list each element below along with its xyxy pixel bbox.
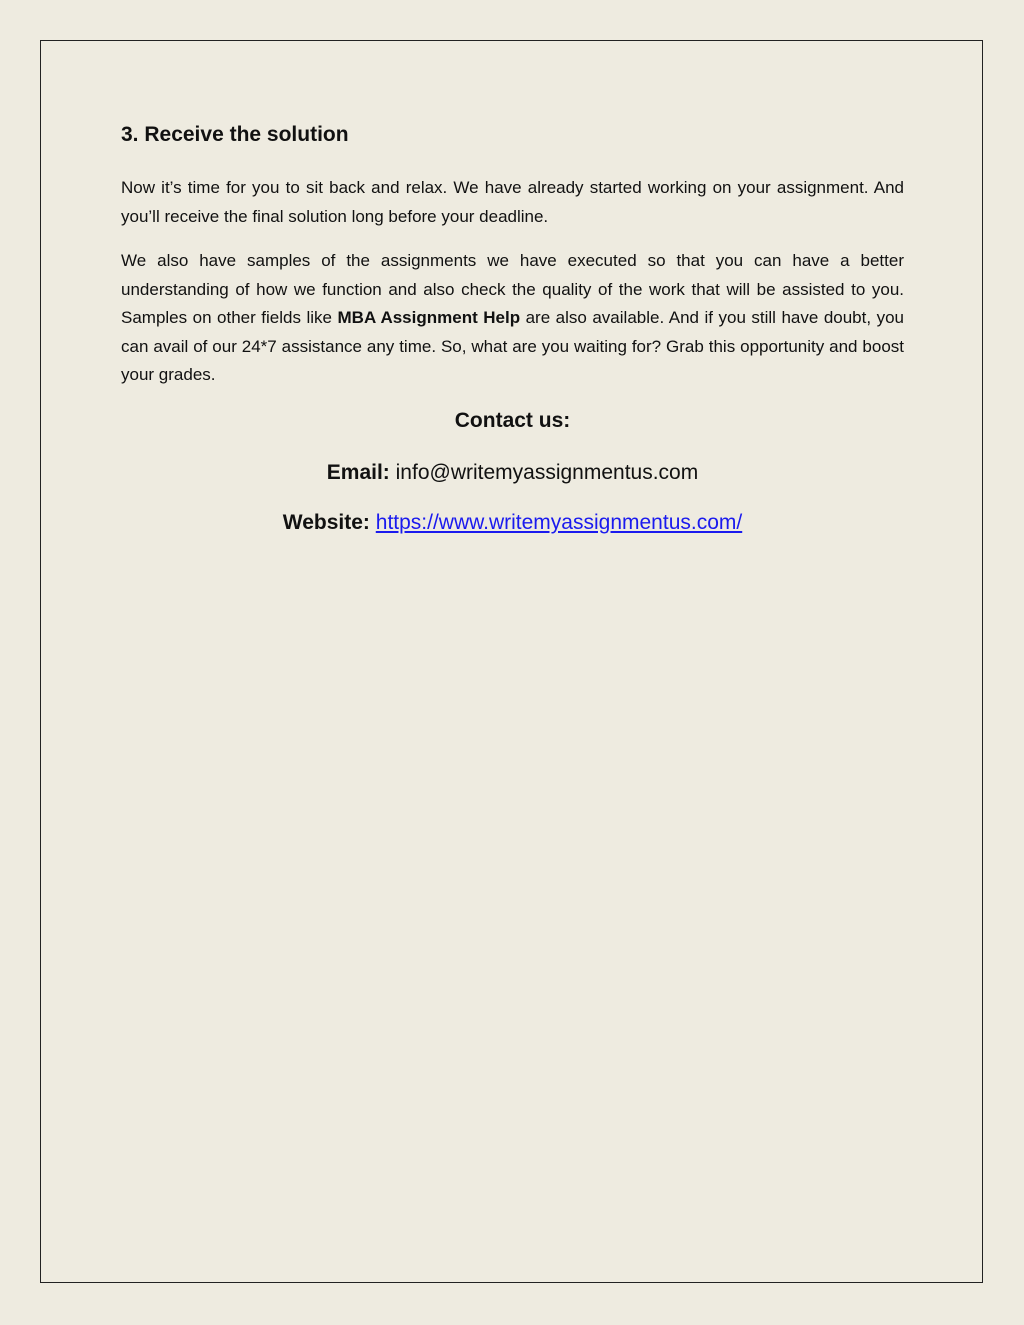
contact-heading: Contact us: — [454, 408, 571, 432]
email-label: Email: — [326, 460, 390, 484]
paragraph-receive-solution — [121, 174, 904, 231]
website-line — [121, 508, 904, 538]
website-label: Website: — [282, 510, 370, 534]
email-value: info@writemyassignmentus.com — [395, 460, 699, 484]
document-body — [121, 120, 904, 558]
paragraph-samples — [121, 247, 904, 390]
paragraph-2-text-start: We also have samples of the assignments we have executed so that you can have a better understanding of how we function and also check the quality of the work that will be assisted to you. Samples on other fields like — [121, 251, 904, 327]
paragraph-1-text: Now it’s time for you to sit back and relax. We have already started working on your assignment. And you’ll receive the final solution long before your deadline. — [121, 178, 904, 226]
email-line — [121, 458, 904, 488]
section-heading: 3. Receive the solution — [121, 123, 349, 146]
paragraph-2-text-end: are also available. And if you still have doubt, you can avail of our 24*7 assistance any time. So, what are you waiting for? Grab this opportunity and boost your grades. — [121, 308, 904, 384]
mba-assignment-help-keyword: MBA Assignment Help — [337, 308, 521, 327]
website-link[interactable]: https://www.writemyassignmentus.com/ — [375, 510, 743, 534]
